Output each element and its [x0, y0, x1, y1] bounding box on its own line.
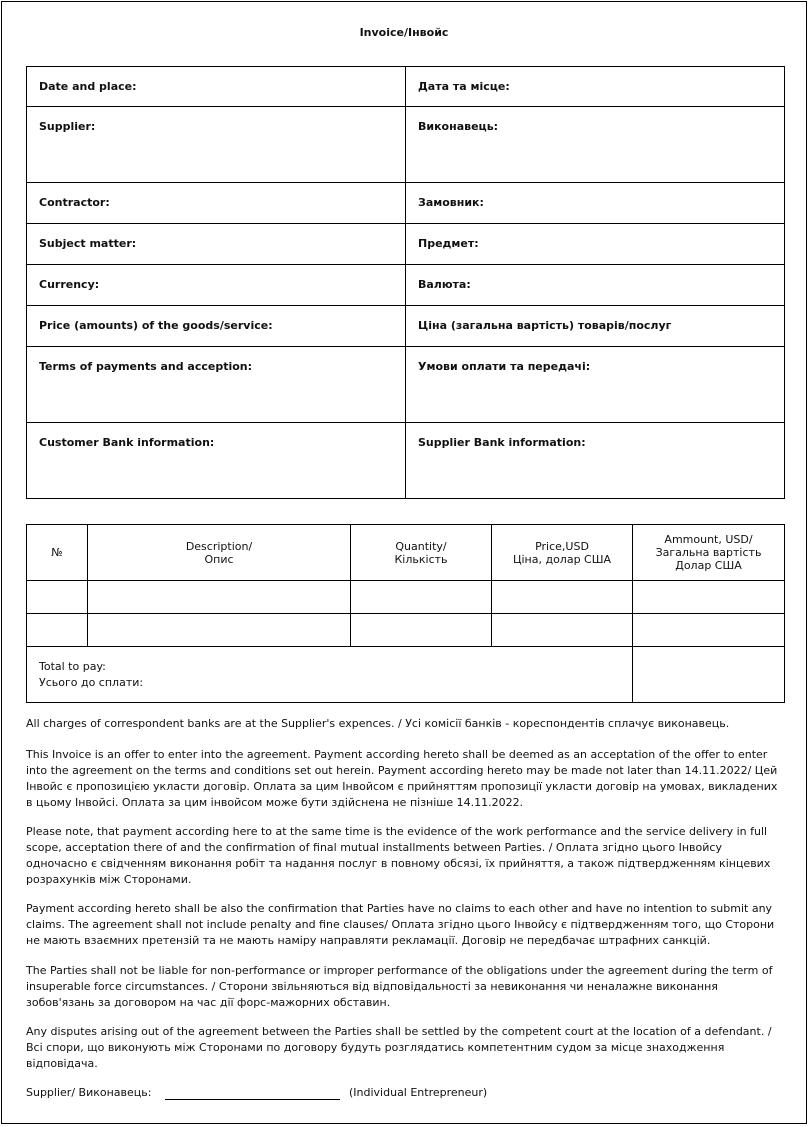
signature-footer	[26, 1086, 786, 1102]
supplier-signature-label: Supplier/ Виконавець:	[26, 1086, 152, 1099]
customer-bank-label: Customer Bank information:	[27, 423, 406, 499]
col-header-price: Price,USD Ціна, долар США	[492, 525, 633, 581]
currency-label-ua: Валюта:	[406, 265, 785, 306]
info-row-contractor	[27, 183, 785, 224]
table-cell	[88, 614, 351, 647]
info-row-currency	[27, 265, 785, 306]
contractor-label-en: Contractor:	[27, 183, 406, 224]
total-label-en: Total to pay:	[39, 660, 106, 673]
paragraph-disputes: Any disputes arising out of the agreement between the Parties shall be settled by the competent court at the location of a defendant. / Всі спори, що виконують між Сторонами по договору будуть розглядатись компетентним судом за місце знаходження відповідача.	[26, 1025, 772, 1070]
table-cell	[27, 581, 88, 614]
table-cell	[633, 614, 785, 647]
table-cell	[351, 614, 492, 647]
subject-label-en: Subject matter:	[27, 224, 406, 265]
terms-label-en: Terms of payments and acception:	[27, 347, 406, 423]
paragraph-payment-evidence: Please note, that payment according here to at the same time is the evidence of the work performance and the service delivery in full scope, acceptation there of and the confirmation of final mutual installments between Parties. / Оплата згідно цього Інвойсу одночасно є свідченням виконання робіт та надання послуг в повному обсязі, їх прийняття, а також підтвердженням кінцевих розрахунків між Сторонами.	[26, 825, 771, 886]
col-header-description: Description/ Опис	[88, 525, 351, 581]
signature-line	[165, 1099, 340, 1100]
supplier-bank-label: Supplier Bank information:	[406, 423, 785, 499]
col-header-amount: Ammount, USD/ Загальна вартість Долар США	[633, 525, 785, 581]
currency-label-en: Currency:	[27, 265, 406, 306]
price-label-en: Price (amounts) of the goods/service:	[27, 306, 406, 347]
col-header-number: №	[27, 525, 88, 581]
paragraph-force-majeure: The Parties shall not be liable for non-performance or improper performance of the obligations under the agreement during the term of insuperable force circumstances. / Сторони звільняються від відповідальності за невиконання чи неналажне виконання зобов'язань за договором на час дії форс-мажорних обставин.	[26, 964, 773, 1009]
info-row-price	[27, 306, 785, 347]
info-row-bank	[27, 423, 785, 499]
subject-label-ua: Предмет:	[406, 224, 785, 265]
table-cell	[633, 581, 785, 614]
info-row-subject	[27, 224, 785, 265]
table-cell	[492, 581, 633, 614]
col-header-quantity: Quantity/ Кількість	[351, 525, 492, 581]
price-label-ua: Ціна (загальна вартість) товарів/послуг	[406, 306, 785, 347]
items-header-row	[27, 525, 785, 581]
total-row	[27, 647, 785, 703]
table-row	[27, 614, 785, 647]
invoice-info-table	[26, 66, 785, 499]
terms-label-ua: Умови оплати та передачі:	[406, 347, 785, 423]
table-cell	[27, 614, 88, 647]
entrepreneur-label: (Individual Entrepreneur)	[349, 1086, 488, 1099]
table-row	[27, 581, 785, 614]
supplier-label-ua: Виконавець:	[406, 107, 785, 183]
table-cell	[351, 581, 492, 614]
date-label-en: Date and place:	[27, 67, 406, 107]
table-cell	[88, 581, 351, 614]
table-cell	[492, 614, 633, 647]
info-row-date	[27, 67, 785, 107]
info-row-supplier	[27, 107, 785, 183]
items-table	[26, 524, 785, 703]
info-row-terms	[27, 347, 785, 423]
date-label-ua: Дата та місце:	[406, 67, 785, 107]
paragraph-bank-charges: All charges of correspondent banks are at the Supplier's expences. / Усі комісії банків - кореспондентів сплачує виконавець.	[26, 717, 730, 730]
supplier-label-en: Supplier:	[27, 107, 406, 183]
total-label-cell	[27, 647, 633, 703]
invoice-title: Invoice/Інвойс	[359, 26, 449, 39]
paragraph-no-claims: Payment according hereto shall be also the confirmation that Parties have no claims to each other and have no intention to submit any claims. The agreement shall not include penalty and fine clauses/ Оплата згідно цього Інвойсу є підтвердженням того, що Сторони не мають взаємних претензій та не мають наміру направляти рекламації. Договір не передбачає штрафних санкцій.	[26, 902, 775, 947]
total-label-ua: Усього до сплати:	[39, 676, 144, 689]
total-value-cell	[633, 647, 785, 703]
paragraph-offer: This Invoice is an offer to enter into the agreement. Payment according hereto shall be deemed as an acceptation of the offer to enter into the agreement on the terms and conditions set out herein. Payment according hereto may be made not later than 14.11.2022/ Цей Інвойс є пропозицією укласти договір. Оплата за цим Інвойсом є прийняттям пропозиції укласти договір на умовах, викладених в цьому Інвойсі. Оплата за цим інвойсом може бути здійснена не пізніше 14.11.2022.	[26, 748, 778, 809]
contractor-label-ua: Замовник:	[406, 183, 785, 224]
